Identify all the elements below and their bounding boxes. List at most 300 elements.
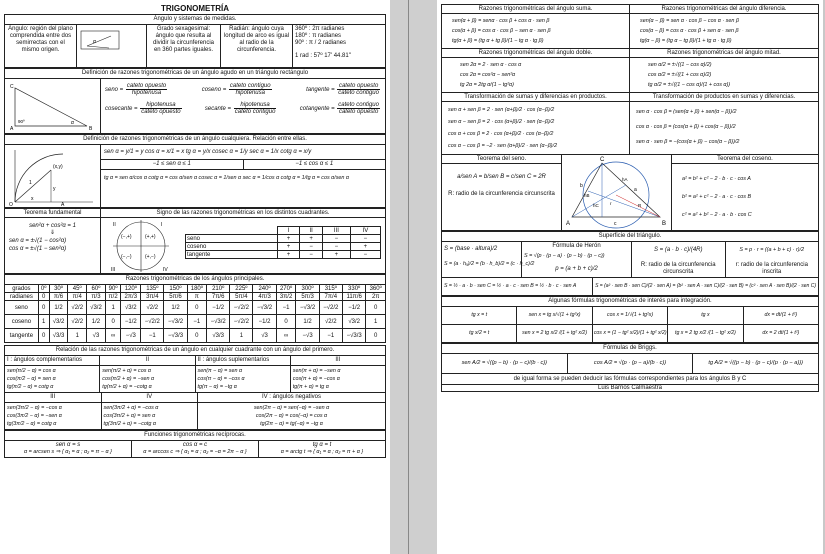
vertex-c: C (600, 157, 605, 163)
heron-header: Fórmula de Herón (552, 243, 601, 249)
quadrant-iii: III (111, 267, 116, 273)
cell: −√3 (121, 329, 141, 343)
cell: −1/2 (253, 315, 276, 329)
area-heights: S = (a · hₐ)/2 = (b · h_b)/2 = (c · h_c)/2 (444, 261, 535, 267)
radian-definition: Radián: ángulo cuya longitud de arco es igual al radio de la circunferencia. (221, 25, 293, 67)
fundamental-header: Teorema fundamental (5, 209, 100, 218)
cell: π/3 (87, 293, 106, 301)
cell: −1 (187, 315, 206, 329)
acute-header: Definición de razones trigonométricas de un ángulo agudo en un triángulo rectángulo (4, 68, 386, 78)
cell: + (322, 251, 350, 259)
formula: sen α + sen β = 2 · sen (α+β)/2 · cos (α−β)/2 (448, 107, 555, 113)
cell: 1 (68, 329, 87, 343)
formula: tg(α + β) = (tg α + tg β)/(1 − tg α · tg β) (452, 38, 544, 44)
scrollbar-divider (408, 0, 409, 554)
formula: sen(π/2 + α) = cos α (102, 368, 151, 374)
relation-block (5, 403, 102, 429)
table-row (5, 301, 386, 315)
cell: 1 (366, 315, 386, 329)
sign-ii: (−,+) (121, 234, 132, 240)
sum-header: Razones trigonométricas del ángulo suma. (442, 5, 629, 14)
useful-header: Algunas fórmulas trigonométricas de interés para integración. (441, 296, 819, 306)
cell: 120º (121, 285, 141, 293)
cell: 0º (38, 285, 49, 293)
vertex-b: B (662, 221, 667, 227)
diff-header: Razones trigonométricas del ángulo diferencia. (630, 5, 818, 14)
cell: −√2/2 (230, 315, 253, 329)
cell: √2/2 (68, 301, 87, 315)
formula: tg(π + α) = tg α (292, 384, 329, 390)
num: cateto contiguo (229, 83, 271, 89)
useful-section (441, 306, 819, 343)
right-page (437, 0, 823, 554)
vertex-a: A (10, 126, 14, 132)
fundamental-theorem (5, 209, 101, 273)
formula: sen(π + α) = −sen α (292, 368, 341, 374)
cell: 240º (253, 285, 276, 293)
quadrant-i: I (161, 222, 163, 228)
relation-block (100, 366, 195, 392)
quadrant-ii-header: II (100, 356, 195, 365)
cos-from-sin: cos α = ±√(1 − sen²α) (9, 246, 67, 252)
row-label: tangente (5, 329, 39, 343)
angle-definition: Ángulo: región del plano comprendida entre dos semirrectas con el mismo origen. (5, 25, 77, 67)
cell: 1/2 (164, 301, 187, 315)
formula: cos(2π − α) = cos(−α) = cos α (255, 413, 328, 419)
formula: cos α/2 = ±√((1 + cos α)/2) (648, 72, 712, 78)
formula: tg(3π/2 − α) = cotg α (7, 421, 57, 427)
notable-section (4, 284, 386, 343)
angle-figure (77, 25, 147, 67)
formula: sen(3π/2 − α) = −cos α (7, 405, 62, 411)
den: cateto opuesto (338, 109, 379, 115)
row-label: tangente (186, 251, 278, 259)
formula: cos α · cos β = (cos(α + β) + cos(α − β))/2 (636, 124, 736, 130)
cosine-law (672, 155, 818, 230)
formula-cell: sen x = 2 tg x/2 /(1 + tg² x/2) (517, 325, 592, 342)
cell: −√3/2 (253, 301, 276, 315)
formula: tg(2π − α) = tg(−α) = −tg α (260, 421, 323, 427)
formula: cos(π/2 + α) = −sen α (102, 376, 155, 382)
cell: √2/2 (319, 315, 342, 329)
sign-iii: (−,−) (121, 254, 132, 260)
cell: −√2/2 (319, 301, 342, 315)
formula: sen α/2 = ±√((1 − cos α)/2) (648, 62, 712, 68)
cell: 0 (187, 329, 206, 343)
den: hipotenusa (131, 90, 162, 96)
inverse-section (4, 440, 386, 458)
page-title: TRIGONOMETRÍA (161, 4, 229, 13)
col-ii: II (300, 227, 323, 235)
formula: cos(π/2 − α) = sen α (7, 376, 56, 382)
cell: 1 (230, 329, 253, 343)
eq-rad: 1 rad : 57º 17' 44.81'' (295, 53, 352, 59)
area-section (441, 241, 819, 296)
angles-section (4, 24, 386, 68)
cell: −1 (319, 329, 342, 343)
cell: + (350, 243, 380, 251)
semiperimeter: p = (a + b + c)/2 (555, 266, 598, 272)
cell: − (300, 243, 323, 251)
quadrant-iii-header: III (335, 357, 341, 363)
cell: √3 (253, 329, 276, 343)
signs-header: Signo de las razones trigonométricas en los distintos cuadrantes. (101, 209, 385, 218)
angles-header: Ángulo y sistemas de medidas. (4, 14, 386, 24)
author: Luis Barrios Calmaestra (441, 385, 819, 392)
cell: 1/2 (87, 315, 106, 329)
height-a: hA (622, 177, 628, 182)
cell: − (350, 251, 380, 259)
cell: −√3/2 (296, 301, 319, 315)
inverse-sin-def: sen α = s (55, 442, 81, 448)
heron-formula: S = √(p · (p − a) · (p − b) · (p − c)) (524, 253, 605, 259)
den: cateto opuesto (141, 109, 181, 115)
cell: −1 (276, 301, 296, 315)
table-row (186, 243, 381, 251)
sin-from-cos: sen α = ±√(1 − cos²α) (9, 238, 67, 244)
cell: + (300, 235, 323, 243)
cell: √2/2 (141, 301, 164, 315)
cell: 5π/4 (230, 293, 253, 301)
sine-law (442, 155, 562, 230)
cell: −√3/2 (207, 315, 230, 329)
row-label: seno (186, 235, 278, 243)
col-iv: IV (350, 227, 380, 235)
table-row (5, 315, 386, 329)
eq-360: 360º : 2π radianes (295, 26, 345, 32)
formula: cos(π + α) = −cos α (292, 376, 340, 382)
den: cateto contiguo (338, 90, 379, 96)
cell: 3π/4 (141, 293, 164, 301)
cell: 270º (276, 285, 296, 293)
relation-block (291, 366, 385, 392)
formula: sen(α − β) = sen α · cos β − cos α · sen β (640, 18, 739, 24)
vertex-b: B (89, 126, 93, 132)
formula: sen α · sen β = −(cos(α + β) − cos(α − β))/2 (636, 139, 740, 145)
quadrant-ii: II (113, 222, 116, 228)
briggs-header: Fórmulas de Briggs. (441, 343, 819, 353)
cell: −1 (141, 329, 164, 343)
row-label: seno (5, 301, 39, 315)
formula: sen(π − α) = sen α (197, 368, 243, 374)
page-gutter (390, 0, 437, 554)
cell: 0 (38, 301, 49, 315)
inradius-note: r: radio de la circunferencia inscrita (735, 262, 808, 275)
side-a: a (634, 187, 637, 193)
label-coseno: coseno (201, 87, 222, 94)
cell: −√3/3 (342, 329, 366, 343)
side-b: b (580, 183, 583, 189)
briggs-section (441, 353, 819, 385)
sexagesimal-definition: Grado sexagesimal: ángulo que resulta al dividir la circunferencia en 360 partes iguales. (147, 25, 221, 67)
formula: sen(π/2 − α) = cos α (7, 368, 56, 374)
cell: 0 (38, 329, 49, 343)
arcsin: α = arcsen s ⇒ { α₁ = α ; α₂ = π − α } (23, 449, 113, 455)
formula-cell: dx = 2 dt/(1 + t²) (762, 330, 800, 336)
sum-diff-section (441, 4, 819, 49)
table-row (186, 251, 381, 259)
height-b: hB (584, 193, 590, 198)
cell: − (300, 251, 323, 259)
cell: −√3/3 (164, 329, 187, 343)
cell: 1 (38, 315, 49, 329)
cell: 60º (87, 285, 106, 293)
briggs-formula: sen A/2 = √((p − b) · (p − c)/(b · c)) (442, 354, 568, 373)
sign-iv: (+,−) (145, 254, 156, 260)
relation-block (102, 403, 199, 429)
quadrant-figure (101, 218, 185, 276)
area-squared-sines: S = (a² · sen B · sen C)/(2 · sen A) = (b² · sen A · sen C)/(2 · sen B) = (c² · sen A · sen B)/(2 · sen C) (595, 283, 816, 289)
cell: √2/2 (68, 315, 87, 329)
cell: 1/2 (296, 315, 319, 329)
cell: ∞ (105, 329, 121, 343)
num: cateto contiguo (338, 102, 379, 108)
area-sines: S = ½ · a · b · sen C = ½ · a · c · sen B = ½ · b · c · sen A (444, 283, 577, 289)
formula: tg 2α = 2tg α/(1 − tg²α) (460, 82, 514, 88)
cell: √3 (87, 329, 106, 343)
formula: cos α − cos β = −2 · sen (α+β)/2 · sen (α−β)/2 (448, 143, 558, 149)
cell: −√2/2 (141, 315, 164, 329)
cell: 225º (230, 285, 253, 293)
cell: 135º (141, 285, 164, 293)
label-cotangente: cotangente (299, 106, 330, 113)
point-a-label: A (61, 202, 65, 206)
vertex-c: C (10, 84, 14, 90)
formula: tg(π/2 + α) = −cotg α (102, 384, 152, 390)
cell: √3/2 (87, 301, 106, 315)
y-label: y (53, 186, 56, 192)
inverse-header: Funciones trigonométricas recíprocas. (4, 430, 386, 440)
laws-section (441, 155, 819, 231)
cell: 210º (207, 285, 230, 293)
cell: −√3 (296, 329, 319, 343)
formula: c² = a² + b² − 2 · a · b · cos C (682, 212, 752, 218)
formula-cell: cos x = 1/√(1 + tg²x) (593, 307, 668, 324)
relation-block (196, 366, 291, 392)
inverse-cos-def: cos α = c (182, 442, 208, 448)
briggs-formula: tg A/2 = √((p − b) · (p − c)/(p · (p − a))) (708, 360, 803, 366)
radius-label: 1 (29, 180, 32, 186)
cell: 30º (49, 285, 68, 293)
cell: 7π/6 (207, 293, 230, 301)
implies-arrow: ⇓ (49, 230, 56, 236)
right-angle: 90º (18, 119, 25, 124)
inverse-tan-def: tg α = t (312, 442, 332, 448)
col-iii: III (322, 227, 350, 235)
side-c: c (614, 221, 617, 227)
cell: √3/2 (342, 315, 366, 329)
point-xy: (x,y) (53, 164, 63, 170)
fundamental-formula: sen²α + cos²α = 1 (29, 223, 76, 229)
briggs-formula: cos A/2 = √(p · (p − a)/(b · c)) (568, 354, 694, 373)
double-header: Razones trigonométricas del ángulo doble. (442, 49, 629, 58)
cell: + (277, 243, 300, 251)
formula: sen α · cos β = (sen(α + β) + sen(α − β))/2 (636, 109, 737, 115)
signs-table (185, 226, 381, 259)
cell: 360º (366, 285, 386, 293)
eq-180: 180º : π radianes (295, 33, 342, 39)
formula-cell: sen x = tg x/√(1 + tg²x) (517, 307, 592, 324)
half-header: Razones trigonométricas del ángulo mitad. (630, 49, 818, 58)
area-circumradius: S = (a · b · c)/(4R) (653, 247, 703, 253)
height-c: hC (593, 203, 599, 208)
cell: −√3/2 (164, 315, 187, 329)
cell: √3/2 (121, 301, 141, 315)
area-base-height: S = (base · altura)/2 (444, 246, 498, 252)
cell: π/4 (68, 293, 87, 301)
acute-formulas: seno = $\frac{\text{cateto opuesto}}{\text{hipotenusa}}$ coseno = $\frac{\text{cateto contiguo}}{\text{hipotenusa}}$ tangente = $\frac{\text{cateto opuesto}}{\text{cateto contiguo}}$ cosecante = $\frac{\text{hipotenusa}}{\text{cateto opuesto}}$ secante = $\frac{\text{hipotenusa}}{\text{cateto contiguo}}$ cotangente = $\frac{\text{cateto contiguo}}{\text{cateto opuesto}}$ (105, 83, 379, 115)
notable-header: Razones trigonométricas de los ángulos principales. (4, 274, 386, 284)
any-angle-formulas (101, 145, 385, 207)
col-i: I (277, 227, 300, 235)
sine-law-note: R: radio de la circunferencia circunscrita (448, 191, 555, 197)
cell: 4π/3 (253, 293, 276, 301)
cell: − (322, 235, 350, 243)
cell: 5π/3 (296, 293, 319, 301)
cell: 0 (276, 315, 296, 329)
table-row (5, 293, 386, 301)
cell: 2π/3 (121, 293, 141, 301)
formula: cos(α + β) = cos α · cos β − sen α · sen β (452, 28, 551, 34)
cell: 0 (366, 329, 386, 343)
formula: sen(α + β) = senα · cos β + cos α · sen β (452, 18, 550, 24)
formula: b² = a² + c² − 2 · a · c · cos B (682, 194, 752, 200)
double-half-section (441, 49, 819, 93)
transform-section (441, 93, 819, 155)
formula: tg(π/2 − α) = cotg α (7, 384, 54, 390)
formula: tg α/2 = ±√((1 − cos α)/(1 + cos α)) (648, 82, 731, 88)
cell: 330º (342, 285, 366, 293)
formula: sen(3π/2 + α) = −cos α (103, 405, 159, 411)
num: hipotenusa (140, 102, 181, 109)
cell: 90º (105, 285, 121, 293)
table-row (5, 285, 386, 293)
inradius: r (610, 201, 612, 206)
formula: a² = b² + c² − 2 · b · c · cos A (682, 176, 751, 182)
briggs-note: de igual forma se pueden deducir las fórmulas correspondientes para los ángulos B y C (513, 376, 747, 382)
cell: −√2/2 (230, 301, 253, 315)
figure-alpha: α (93, 39, 96, 45)
formula: cos(3π/2 − α) = −sen α (7, 413, 62, 419)
row-label: coseno (186, 243, 278, 251)
cell: 0 (366, 301, 386, 315)
sine-law-header: Teorema del seno. (442, 155, 561, 164)
relation-block (198, 403, 385, 429)
num: cateto opuesto (338, 83, 379, 89)
ratios-row: sen α = y/1 = y cos α = x/1 = x tg α = y/x cosec α = 1/y sec α = 1/x cotg α = x/y (101, 145, 385, 160)
cell: 315º (319, 285, 342, 293)
formula: sen 2α = 2 · sen α · cos α (460, 62, 522, 68)
cell: 300º (296, 285, 319, 293)
formula: cos(α − β) = cos α · cos β + sen α · sen β (640, 28, 739, 34)
cell: −1/2 (342, 301, 366, 315)
label-seno: seno (105, 87, 119, 94)
any-angle-header: Definición de razones trigonométricas de un ángulo cualquiera. Relación entre ellas. (4, 134, 386, 144)
supplementary-header: II : ángulos suplementarios (196, 356, 291, 365)
cell: π/6 (49, 293, 68, 301)
cell: 150º (164, 285, 187, 293)
cosine-law-header: Teorema del coseno. (672, 155, 818, 164)
quadrant-iv: IV (163, 267, 168, 273)
sign-i: (+,+) (145, 234, 156, 240)
table-row (5, 329, 386, 343)
cell: ∞ (276, 329, 296, 343)
cell: 45º (68, 285, 87, 293)
formula: cos 2α = cos²α − sen²α (460, 72, 516, 78)
cell: 3π/2 (276, 293, 296, 301)
num: hipotenusa (234, 102, 277, 109)
den: cateto contiguo (234, 109, 276, 115)
cell: 1/2 (49, 301, 68, 315)
table-row (186, 235, 381, 243)
row-label: coseno (5, 315, 39, 329)
formula-cell: tg x/2 = t (442, 325, 517, 342)
cell: π/2 (105, 293, 121, 301)
relations-row: tg α = sen α/cos α cotg α = cos α/sen α cosec α = 1/sen α sec α = 1/cos α cotg α = 1/tg α = cos α/sen α (104, 175, 350, 181)
formula-cell: tg x = t (442, 307, 517, 324)
den: hipotenusa (235, 90, 265, 96)
area-inradius: S = p · r = ((a + b + c) · r)/2 (739, 247, 805, 253)
triangle-figure (562, 155, 672, 230)
vertex-a: A (566, 221, 571, 227)
cell: 0 (105, 315, 121, 329)
row-label: radianes (5, 293, 39, 301)
formula: tg(3π/2 + α) = −cotg α (103, 421, 156, 427)
formula: sen(2π − α) = sen(−α) = −sen α (253, 405, 330, 411)
area-header: Superficie del triángulo. (441, 231, 819, 241)
label-secante: secante (204, 106, 226, 113)
angle-equivalences (293, 25, 385, 67)
cell: 2π (366, 293, 386, 301)
product-to-sum-header: Transformación de productos en sumas y diferencias. (630, 93, 818, 102)
formula-cell: cos x = (1 − tg² x/2)/(1 + tg² x/2) (593, 325, 668, 342)
fundamental-signs-section (4, 208, 386, 274)
any-angle-section (4, 144, 386, 208)
left-page (0, 0, 390, 554)
cell: √3/3 (49, 329, 68, 343)
sine-law-formula: a/sen A = b/sen B = c/sen C = 2R (457, 174, 546, 180)
cell: 11π/6 (342, 293, 366, 301)
circumradius: R (638, 203, 642, 208)
cell: − (322, 243, 350, 251)
formula: cos(π − α) = −cos α (197, 376, 245, 382)
notable-angles-table (4, 284, 386, 343)
formula: tg(π − α) = −tg α (197, 384, 237, 390)
unit-circle-figure (5, 145, 101, 207)
circumradius-note: R: radio de la circunferencia circunscrita (640, 262, 716, 275)
cell: 180º (187, 285, 206, 293)
cell: + (277, 235, 300, 243)
num: cateto opuesto (126, 83, 167, 89)
sine-range: −1 ≤ sen α ≤ 1 (101, 160, 244, 169)
cell: −1/2 (207, 301, 230, 315)
formula: cos(3π/2 + α) = sen α (103, 413, 156, 419)
relation-header: Relación de las razones trigonométricas de un ángulo en cualquier cuadrante con un ángulo del primero. (4, 345, 386, 355)
relation-section (4, 355, 386, 430)
signs-block (101, 209, 385, 273)
cell: 7π/4 (319, 293, 342, 301)
cell: 0 (38, 293, 49, 301)
right-triangle-figure (5, 79, 101, 133)
cell: √3/3 (207, 329, 230, 343)
cell: + (277, 251, 300, 259)
formula: sen α − sen β = 2 · cos (α+β)/2 · sen (α−β)/2 (448, 119, 555, 125)
quadrant-iii-header-2: III (5, 393, 102, 402)
cell: 0 (187, 301, 206, 315)
complementary-header: I : ángulos complementarios (5, 356, 100, 365)
cell: −1/2 (121, 315, 141, 329)
formula-cell: tg x = 2 tg x/2 /(1 − tg² x/2) (668, 325, 743, 342)
